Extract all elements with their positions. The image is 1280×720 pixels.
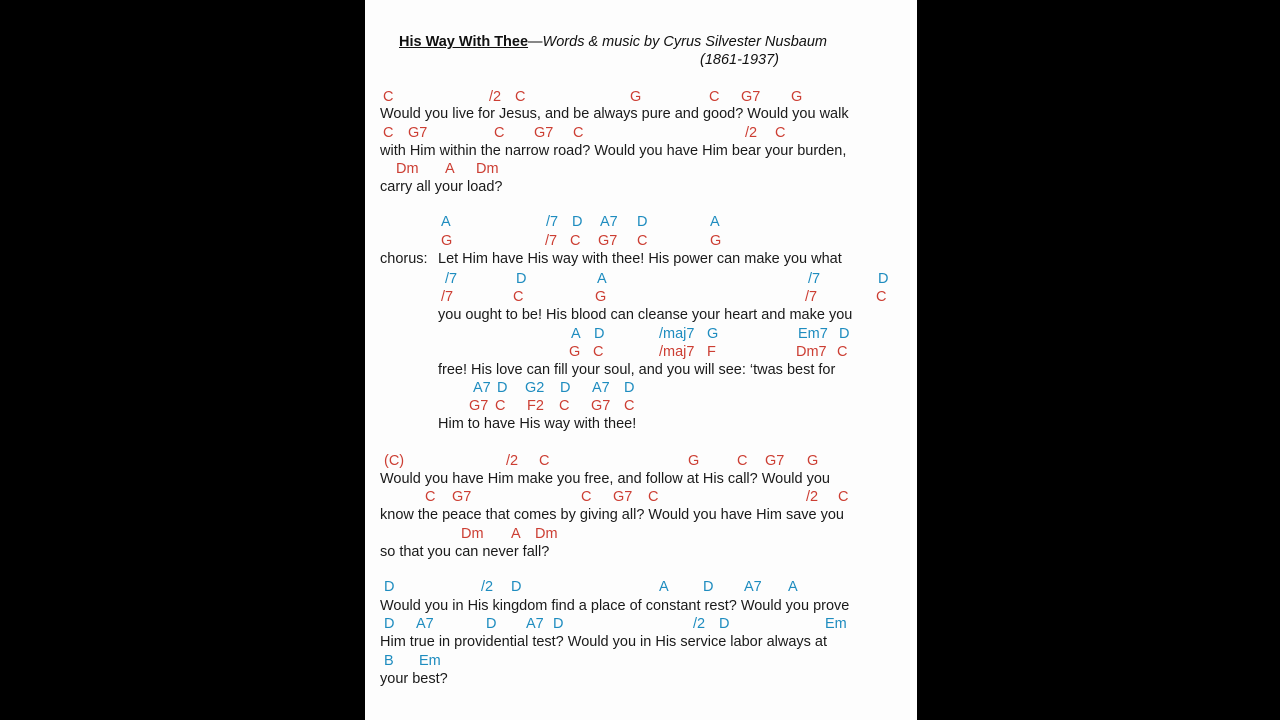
chord: C bbox=[573, 125, 584, 141]
chord: G bbox=[688, 453, 700, 469]
lyric-line: your best? bbox=[380, 671, 448, 687]
chord: C bbox=[494, 125, 505, 141]
chord: C bbox=[383, 125, 394, 141]
chord: Dm bbox=[535, 526, 558, 542]
chord: G7 bbox=[452, 489, 472, 505]
chord: D bbox=[516, 271, 527, 287]
chord: G bbox=[707, 326, 719, 342]
chord: G7 bbox=[613, 489, 633, 505]
chord: G2 bbox=[525, 380, 545, 396]
chord: G bbox=[441, 233, 453, 249]
chord: C bbox=[539, 453, 550, 469]
chord: D bbox=[878, 271, 889, 287]
chord: G7 bbox=[591, 398, 611, 414]
lyric-line: know the peace that comes by giving all? Would you have Him save you bbox=[380, 507, 844, 523]
chord: G7 bbox=[469, 398, 489, 414]
chord: D bbox=[497, 380, 508, 396]
chord: F2 bbox=[527, 398, 544, 414]
lyric-line: Him true in providential test? Would you in His service labor always at bbox=[380, 634, 828, 650]
lyric-line: carry all your load? bbox=[380, 179, 503, 195]
chord: C bbox=[513, 289, 524, 305]
song-dates: (1861-1937) bbox=[700, 52, 779, 68]
chord: C bbox=[624, 398, 635, 414]
lyric-line: with Him within the narrow road? Would you have Him bear your burden, bbox=[380, 143, 847, 159]
chord: G7 bbox=[765, 453, 785, 469]
chord: A7 bbox=[416, 616, 434, 632]
lyric-line: you ought to be! His blood can cleanse your heart and make you bbox=[438, 307, 853, 323]
chord: C bbox=[581, 489, 592, 505]
chord: Dm bbox=[396, 161, 419, 177]
chord: A bbox=[441, 214, 451, 230]
chord: D bbox=[637, 214, 648, 230]
chord: Dm bbox=[476, 161, 499, 177]
chord: G bbox=[791, 89, 803, 105]
chord: Em7 bbox=[798, 326, 828, 342]
chord: (C) bbox=[384, 453, 405, 469]
chord: A bbox=[788, 579, 798, 595]
lyric-line: Would you live for Jesus, and be always pure and good? Would you walk bbox=[380, 106, 849, 122]
chord: /maj7 bbox=[659, 344, 695, 360]
chord: /7 bbox=[805, 289, 818, 305]
chord: Em bbox=[825, 616, 847, 632]
chord: D bbox=[624, 380, 635, 396]
chord: /2 bbox=[745, 125, 758, 141]
chord: C bbox=[876, 289, 887, 305]
song-sheet bbox=[365, 0, 917, 720]
chord: /2 bbox=[481, 579, 494, 595]
chord: A7 bbox=[744, 579, 762, 595]
chord: C bbox=[515, 89, 526, 105]
chord: /2 bbox=[506, 453, 519, 469]
chord: C bbox=[838, 489, 849, 505]
chord: C bbox=[737, 453, 748, 469]
chord: A7 bbox=[600, 214, 618, 230]
chord: /7 bbox=[545, 233, 558, 249]
chord: G7 bbox=[598, 233, 618, 249]
song-credits: Words & music by Cyrus Silvester Nusbaum bbox=[542, 34, 827, 50]
song-title-line bbox=[399, 35, 827, 50]
chord: D bbox=[839, 326, 850, 342]
chord: A7 bbox=[473, 380, 491, 396]
lyric-line: free! His love can fill your soul, and you will see: ‘twas best for bbox=[438, 362, 836, 378]
chord: D bbox=[553, 616, 564, 632]
chord: G bbox=[595, 289, 607, 305]
chord: G7 bbox=[741, 89, 761, 105]
song-title: His Way With Thee bbox=[399, 34, 529, 50]
chord: C bbox=[648, 489, 659, 505]
chord: F bbox=[707, 344, 716, 360]
chord: C bbox=[637, 233, 648, 249]
chord: D bbox=[572, 214, 583, 230]
chord: A bbox=[445, 161, 455, 177]
chord: /maj7 bbox=[659, 326, 695, 342]
chord: B bbox=[384, 653, 394, 669]
chord: /7 bbox=[546, 214, 559, 230]
chord: A bbox=[659, 579, 669, 595]
chord: D bbox=[384, 579, 395, 595]
chord: A bbox=[597, 271, 607, 287]
chord: D bbox=[560, 380, 571, 396]
lyric-line: so that you can never fall? bbox=[380, 544, 550, 560]
lyric-line: Him to have His way with thee! bbox=[438, 416, 637, 432]
chord: /2 bbox=[489, 89, 502, 105]
lyric-line: Would you in His kingdom find a place of constant rest? Would you prove bbox=[380, 598, 850, 614]
lyric-line: Let Him have His way with thee! His power can make you what bbox=[438, 251, 842, 267]
chord: /7 bbox=[441, 289, 454, 305]
lyric-line: Would you have Him make you free, and follow at His call? Would you bbox=[380, 471, 830, 487]
chord: D bbox=[719, 616, 730, 632]
chord: C bbox=[709, 89, 720, 105]
chord: D bbox=[384, 616, 395, 632]
chord: G7 bbox=[408, 125, 428, 141]
chord: Dm7 bbox=[796, 344, 827, 360]
chord: /7 bbox=[445, 271, 458, 287]
chord: C bbox=[593, 344, 604, 360]
chorus-label: chorus: bbox=[380, 251, 428, 267]
title-dash: — bbox=[528, 34, 543, 50]
chord: D bbox=[703, 579, 714, 595]
chord: D bbox=[594, 326, 605, 342]
chord: C bbox=[559, 398, 570, 414]
chord: C bbox=[495, 398, 506, 414]
chord: G bbox=[710, 233, 722, 249]
chord: /2 bbox=[693, 616, 706, 632]
chord: G bbox=[569, 344, 581, 360]
chord: G bbox=[807, 453, 819, 469]
chord: A bbox=[511, 526, 521, 542]
chord: A7 bbox=[592, 380, 610, 396]
chord: C bbox=[383, 89, 394, 105]
chord: G7 bbox=[534, 125, 554, 141]
chord: Dm bbox=[461, 526, 484, 542]
chord: C bbox=[837, 344, 848, 360]
chord: A bbox=[571, 326, 581, 342]
chord: A bbox=[710, 214, 720, 230]
chord: C bbox=[775, 125, 786, 141]
chord: G bbox=[630, 89, 642, 105]
chord: A7 bbox=[526, 616, 544, 632]
chord: C bbox=[570, 233, 581, 249]
chord: Em bbox=[419, 653, 441, 669]
chord: C bbox=[425, 489, 436, 505]
chord: D bbox=[486, 616, 497, 632]
chord: /7 bbox=[808, 271, 821, 287]
chord: D bbox=[511, 579, 522, 595]
chord: /2 bbox=[806, 489, 819, 505]
